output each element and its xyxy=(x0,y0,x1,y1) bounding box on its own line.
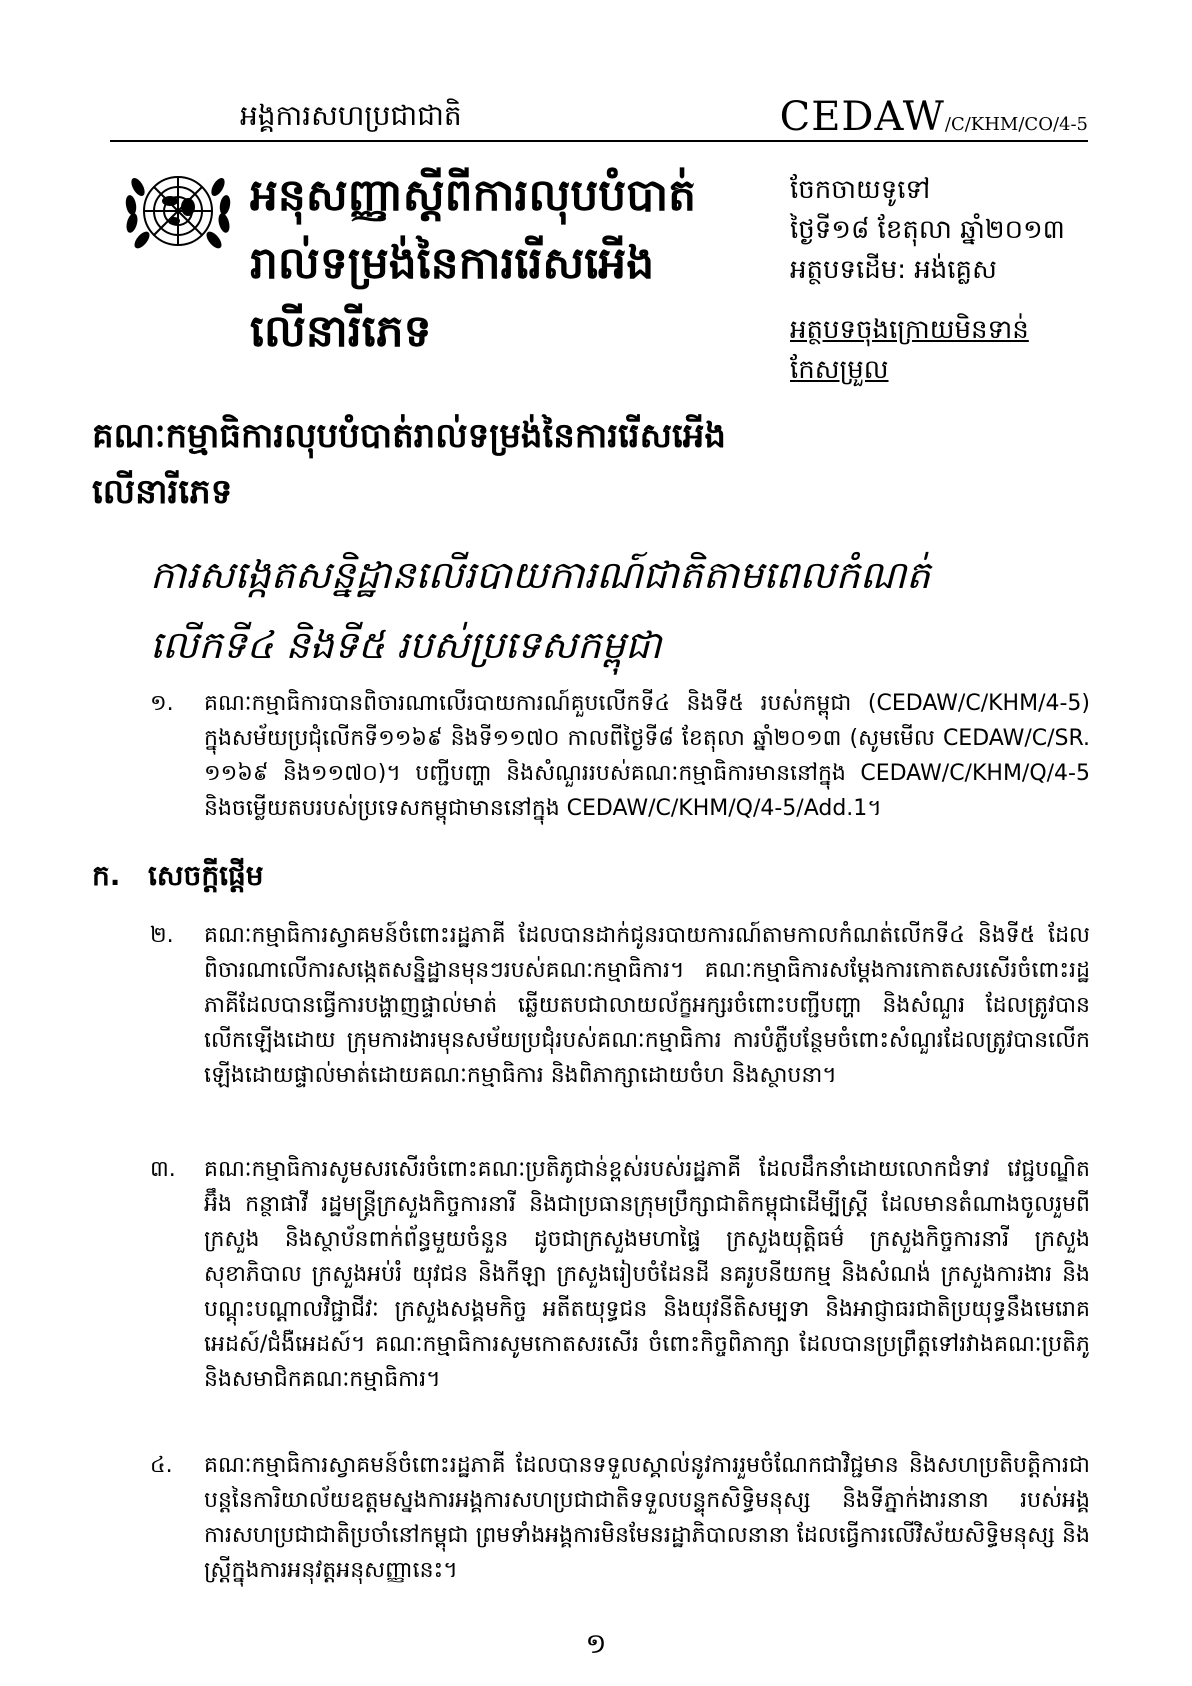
un-emblem-icon xyxy=(118,157,238,265)
paragraph-text: គណៈកម្មាធិការស្វាគមន៍ចំពោះរដ្ឋភាគី ដែលបានដាក់ជូនរបាយការណ៍តាមកាលកំណត់លើកទី៤ និងទី៥ ដែលពិចារណាលើការសង្កេតសន្និដ្ឋានមុនៗរបស់គណៈកម្មាធិការ។ គណៈកម្មាធិការសម្តែងការកោតសរសើរចំពោះរដ្ឋភាគីដែលបានធ្វើការបង្ហាញផ្ទាល់មាត់ ឆ្លើយតបជាលាយល័ក្ខអក្សរចំពោះបញ្ជីបញ្ហា និងសំណួរ ដែលត្រូវបានលើកឡើងដោយ ក្រុមការងារមុនសម័យប្រជុំរបស់គណៈកម្មាធិការ ការបំភ្លឺបន្ថែមចំពោះសំណួរដែលត្រូវបានលើកឡើងដោយផ្ទាល់មាត់ដោយគណៈកម្មាធិការ និងពិភាក្សាដោយចំហ និងស្ថាបនា។ xyxy=(204,923,1090,1088)
paragraph-text: គណៈកម្មាធិការសូមសរសើរចំពោះគណៈប្រតិភូជាន់ខ្ពស់របស់រដ្ឋភាគី ដែលដឹកនាំដោយលោកជំទាវ វេជ្ជបណ្ឌិត អ៊ឹង កន្ថាផាវី រដ្ឋមន្ត្រីក្រសួងកិច្ចការនារី និងជាប្រធានក្រុមប្រឹក្សាជាតិកម្ពុជាដើម្បីស្ត្រី ដែលមានតំណាងចូលរួមពីក្រសួង និងស្ថាប័នពាក់ព័ន្ធមួយចំនួន ដូចជាក្រសួងមហាផ្ទៃ ក្រសួងយុត្តិធម៌ ក្រសួងកិច្ចការនារី ក្រសួងសុខាភិបាល ក្រសួងអប់រំ យុវជន និងកីឡា ក្រសួងរៀបចំដែនដី នគរូបនីយកម្ម និងសំណង់ ក្រសួងការងារ និងបណ្តុះបណ្តាលវិជ្ជាជីវៈ ក្រសួងសង្គមកិច្ច អតីតយុទ្ធជន និងយុវនីតិសម្បទា និងអាជ្ញាធរជាតិប្រយុទ្ធនឹងមេរោគអេដស៍/ជំងឺអេដស៍។ គណៈកម្មាធិការសូមកោតសរសើរ ចំពោះកិច្ចពិភាក្សា ដែលបានប្រព្រឹត្តទៅរវាងគណៈប្រតិភូ និងសមាជិកគណៈកម្មាធិការ។ xyxy=(204,1157,1090,1392)
convention-title-line: រាល់ទម្រង់នៃការរើសអើង xyxy=(250,238,655,289)
paragraph-number: ១. xyxy=(150,691,174,716)
committee-name-line: លើនារីភេទ xyxy=(92,472,233,512)
distribution-block xyxy=(790,170,1065,390)
section-letter: ក. xyxy=(92,859,121,892)
document-date: ថ្ងៃទី១៨ ខែតុលា ឆ្នាំ២០១៣ xyxy=(790,215,1065,245)
paragraph-3 xyxy=(150,1152,1090,1397)
paragraph-text: គណៈកម្មាធិការស្វាគមន៍ចំពោះរដ្ឋភាគី ដែលបានទទួលស្គាល់នូវការរួមចំណែកជាវិជ្ជមាន និងសហប្រតិបត្តិការជាបន្តនៃការិយាល័យឧត្តមស្នងការអង្គការសហប្រជាជាតិទទួលបន្ទុកសិទ្ធិមនុស្ស និងទីភ្នាក់ងារនានា របស់អង្គការសហប្រជាជាតិប្រចាំនៅកម្ពុជា ព្រមទាំងអង្គការមិនមែនរដ្ឋាភិបាលនានា ដែលធ្វើការលើវិស័យសិទ្ធិមនុស្ស និងស្ត្រីក្នុងការអនុវត្តអនុសញ្ញានេះ។ xyxy=(204,1453,1090,1583)
paragraph-4 xyxy=(150,1448,1090,1588)
document-symbol xyxy=(780,94,1088,140)
paragraph-number: ៤. xyxy=(150,1453,173,1478)
section-title: សេចក្តីផ្តើម xyxy=(148,859,264,892)
paragraph-number: ២. xyxy=(150,923,174,948)
convention-title xyxy=(250,162,750,366)
document-symbol-sub: /C/KHM/CO/4-5 xyxy=(944,114,1088,135)
edit-status-line: កែសម្រួល xyxy=(790,355,889,385)
paragraph-number: ៣. xyxy=(150,1157,176,1182)
document-title xyxy=(150,540,1010,680)
paragraph-2 xyxy=(150,918,1090,1093)
convention-title-line: អនុសញ្ញាស្តីពីការលុបបំបាត់ xyxy=(250,170,697,221)
paragraph-text: គណៈកម្មាធិការបានពិចារណាលើរបាយការណ៍គួបលើកទី៤ និងទី៥ របស់កម្ពុជា (CEDAW/C/KHM/4-5) ក្នុងសម័យប្រជុំលើកទី១១៦៩ និងទី១១៧០ កាលពីថ្ងៃទី៨ ខែតុលា ឆ្នាំ២០១៣ (សូមមើល CEDAW/C/SR. ១១៦៩ និង១១៧០)។ បញ្ជីបញ្ហា និងសំណួររបស់គណៈកម្មាធិការមាននៅក្នុង CEDAW/C/KHM/Q/4-5 និងចម្លើយតបរបស់ប្រទេសកម្ពុជាមាននៅក្នុង CEDAW/C/KHM/Q/4-5/Add.1។ xyxy=(204,691,1090,821)
document-title-line: លើកទី៤ និងទី៥ របស់ប្រទេសកម្ពុជា xyxy=(150,623,662,667)
header-rule xyxy=(110,140,1088,142)
committee-name-line: គណៈកម្មាធិការលុបបំបាត់រាល់ទម្រង់នៃការរើសអើង xyxy=(92,416,726,456)
paragraph-1 xyxy=(150,686,1090,826)
convention-title-line: លើនារីភេទ xyxy=(250,306,432,357)
organization-name: អង្គការសហប្រជាជាតិ xyxy=(240,99,462,132)
page-number: ១ xyxy=(585,1627,607,1660)
distribution-type: ចែកចាយទូទៅ xyxy=(790,175,931,205)
section-heading xyxy=(92,858,264,899)
edit-status-line: អត្ថបទចុងក្រោយមិនទាន់ xyxy=(790,315,1029,345)
original-language: អត្ថបទដើម: អង់គ្លេស xyxy=(790,255,997,285)
document-symbol-main: CEDAW xyxy=(779,94,945,140)
committee-name xyxy=(92,408,852,520)
document-title-line: ការសង្កេតសន្និដ្ឋានលើរបាយការណ៍ជាតិតាមពេលកំណត់ xyxy=(150,553,931,597)
